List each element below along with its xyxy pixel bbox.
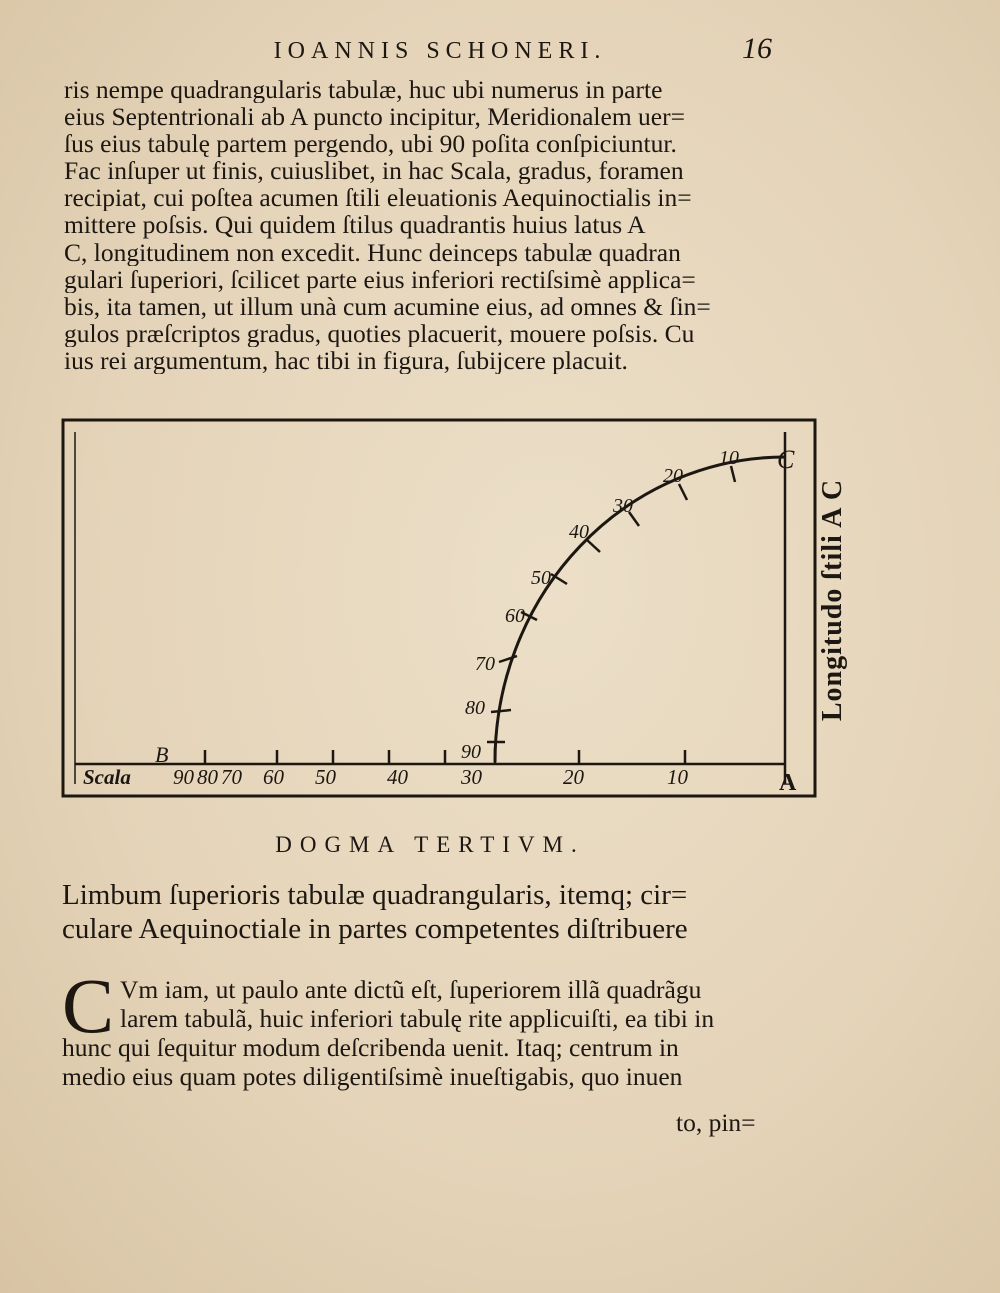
paragraph-line: hunc qui ſequitur modum deſcribenda uenit. Itaq; centrum in	[62, 1033, 679, 1062]
arc-ticks	[487, 466, 735, 742]
point-a-label: A	[779, 770, 797, 796]
arc-label: 60	[505, 605, 525, 627]
text-line: ris nempe quadrangularis tabulæ, huc ubi numerus in parte	[64, 76, 663, 104]
text-line: bis, ita tamen, ut illum unà cum acumine eius, ad omnes & ſin=	[64, 292, 711, 320]
heading-line: culare Aequinoctiale in partes competentes diſtribuere	[62, 913, 688, 945]
text-line: ſus eius tabulę partem pergendo, ubi 90 poſita conſpiciuntur.	[64, 130, 677, 158]
arc-label: 30	[613, 495, 633, 517]
text-line: Fac inſuper ut finis, cuiuslibet, in hac Scala, gradus, foramen	[64, 157, 684, 185]
running-title: IOANNIS SCHONERI.	[273, 38, 607, 64]
scale-label: 10	[667, 765, 688, 789]
arc-label: 70	[475, 653, 495, 675]
side-caption	[808, 460, 858, 740]
heading-line: Limbum ſuperioris tabulæ quadrangularis, itemq; cir=	[62, 879, 688, 911]
point-c-label: C	[777, 445, 795, 474]
arc-label: 90	[461, 741, 481, 763]
quadrant-scale-figure	[55, 412, 825, 802]
arc-tick	[499, 656, 517, 662]
point-b-label: B	[155, 742, 169, 767]
paragraph-line: larem tabulã, huic inferiori tabulę rite applicuiſti, ea tibi in	[120, 1004, 715, 1033]
body-text	[64, 76, 784, 374]
text-line: gulari ſuperiori, ſcilicet parte eius inferiori rectiſsimè applica=	[64, 265, 696, 293]
scale-word: Scala	[83, 765, 131, 789]
arc-label: 40	[569, 521, 589, 543]
scale-label: 80	[197, 765, 218, 789]
scale-label: 90	[173, 765, 194, 789]
scale-label: 70	[221, 765, 242, 789]
arc-label: 80	[465, 697, 485, 719]
stylus-length-caption: Longitudo ſtili A C	[817, 478, 848, 722]
arc-label: 10	[719, 447, 739, 469]
text-line: recipiat, cui poſtea acumen ſtili eleuationis Aequinoctialis in=	[64, 184, 692, 212]
scale-label: 20	[563, 765, 584, 789]
text-line: gulos præſcriptos gradus, quoties placuerit, mouere poſsis. Cu	[64, 319, 695, 347]
arc-label: 20	[663, 465, 683, 487]
paragraph-line: medio eius quam potes diligentiſsimè inueſtigabis, quo inuen	[62, 1062, 683, 1091]
drop-cap: C	[62, 962, 115, 1049]
text-line: mittere poſsis. Qui quidem ſtilus quadrantis huius latus A	[64, 211, 646, 239]
arc-tick	[491, 710, 511, 712]
section-heading	[62, 878, 782, 946]
paragraph	[62, 962, 772, 1091]
text-line: eius Septentrionali ab A puncto incipitur, Meridionalem uer=	[64, 103, 685, 131]
scale-label: 50	[315, 765, 336, 789]
text-line: C, longitudinem non excedit. Hunc deinceps tabulæ quadran	[64, 238, 681, 266]
scale-label: 40	[387, 765, 408, 789]
folio-number: 16	[742, 32, 772, 65]
figure-frame	[63, 420, 815, 796]
text-line: ius rei argumentum, hac tibi in figura, ſubijcere placuit.	[64, 346, 628, 375]
scale-ticks	[205, 748, 685, 764]
arc-label: 50	[531, 567, 551, 589]
quadrant-arc	[495, 457, 785, 762]
section-title: DOGMA TERTIVM.	[275, 832, 585, 857]
scale-label: 60	[263, 765, 284, 789]
scale-label: 30	[461, 765, 482, 789]
paragraph-line: Vm iam, ut paulo ante dictũ eſt, ſuperiorem illã quadrãgu	[120, 975, 702, 1004]
catchword: to, pin=	[676, 1108, 756, 1137]
